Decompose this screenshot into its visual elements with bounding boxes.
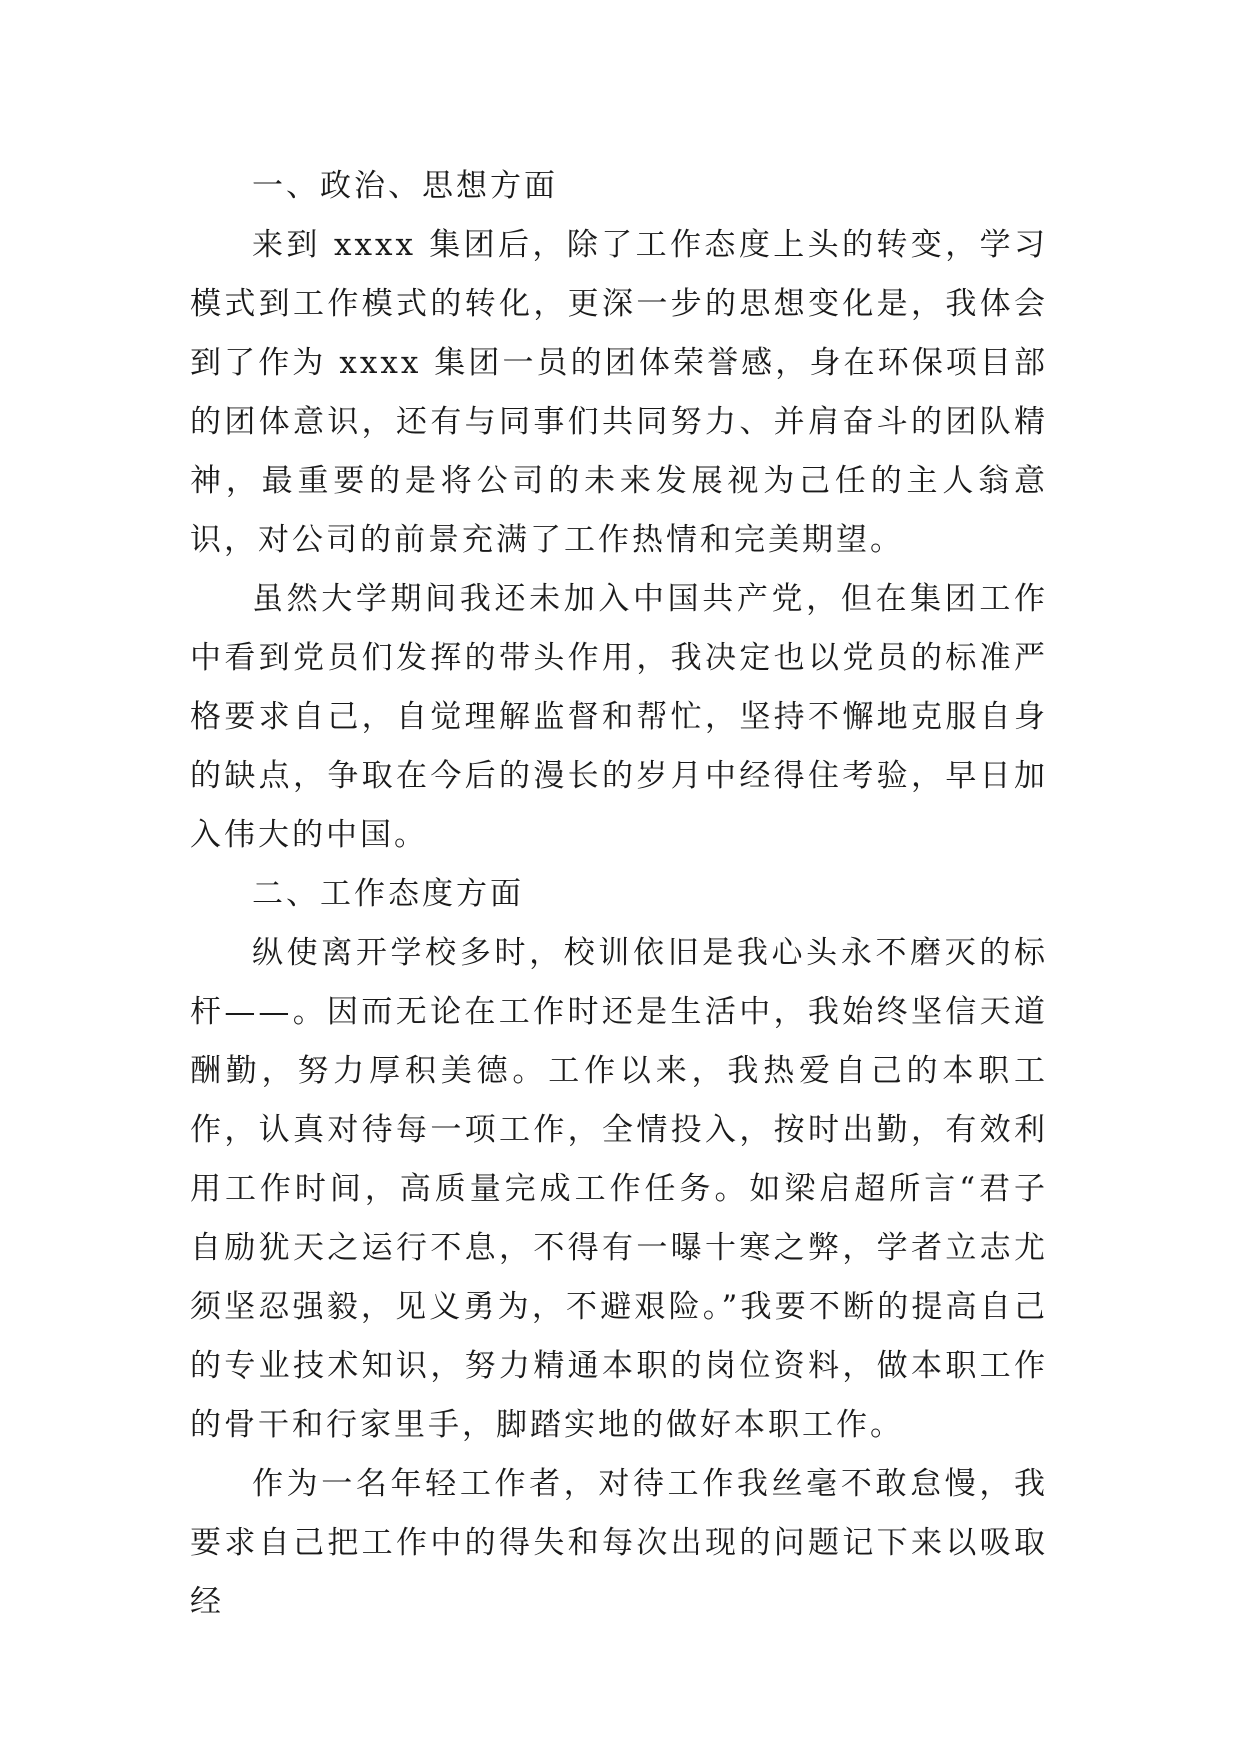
document-body — [190, 157, 1048, 1632]
paragraph-young-worker: 作为一名年轻工作者，对待工作我丝毫不敢怠慢，我要求自己把工作中的得失和每次出现的问题记下来以吸取经 — [190, 1466, 1048, 1620]
section-heading-work-attitude: 二、工作态度方面 — [252, 876, 524, 912]
section-heading-politics: 一、政治、思想方面 — [252, 168, 558, 204]
paragraph-party-standard: 虽然大学期间我还未加入中国共产党，但在集团工作中看到党员们发挥的带头作用，我决定也以党员的标准严格要求自己，自觉理解监督和帮忙，坚持不懈地克服自身的缺点，争取在今后的漫长的岁月中经得住考验，早日加入伟大的中国。 — [190, 581, 1048, 853]
paragraph-school-motto: 纵使离开学校多时，校训依旧是我心头永不磨灭的标杆——。因而无论在工作时还是生活中，我始终坚信天道酬勤，努力厚积美德。工作以来，我热爱自己的本职工作，认真对待每一项工作，全情投入，按时出勤，有效利用工作时间，高质量完成工作任务。如梁启超所言“君子自励犹天之运行不息，不得有一曝十寒之弊，学者立志尤须坚忍强毅，见义勇为，不避艰险。”我要不断的提高自己的专业技术知识，努力精通本职的岗位资料，做本职工作的骨干和行家里手，脚踏实地的做好本职工作。 — [190, 935, 1048, 1443]
paragraph-group-identity: 来到 xxxx 集团后，除了工作态度上头的转变，学习模式到工作模式的转化，更深一步的思想变化是，我体会到了作为 xxxx 集团一员的团体荣誉感，身在环保项目部的团体意识，还有与同事们共同努力、并肩奋斗的团队精神，最重要的是将公司的未来发展视为己任的主人翁意识，对公司的前景充满了工作热情和完美期望。 — [190, 227, 1048, 558]
